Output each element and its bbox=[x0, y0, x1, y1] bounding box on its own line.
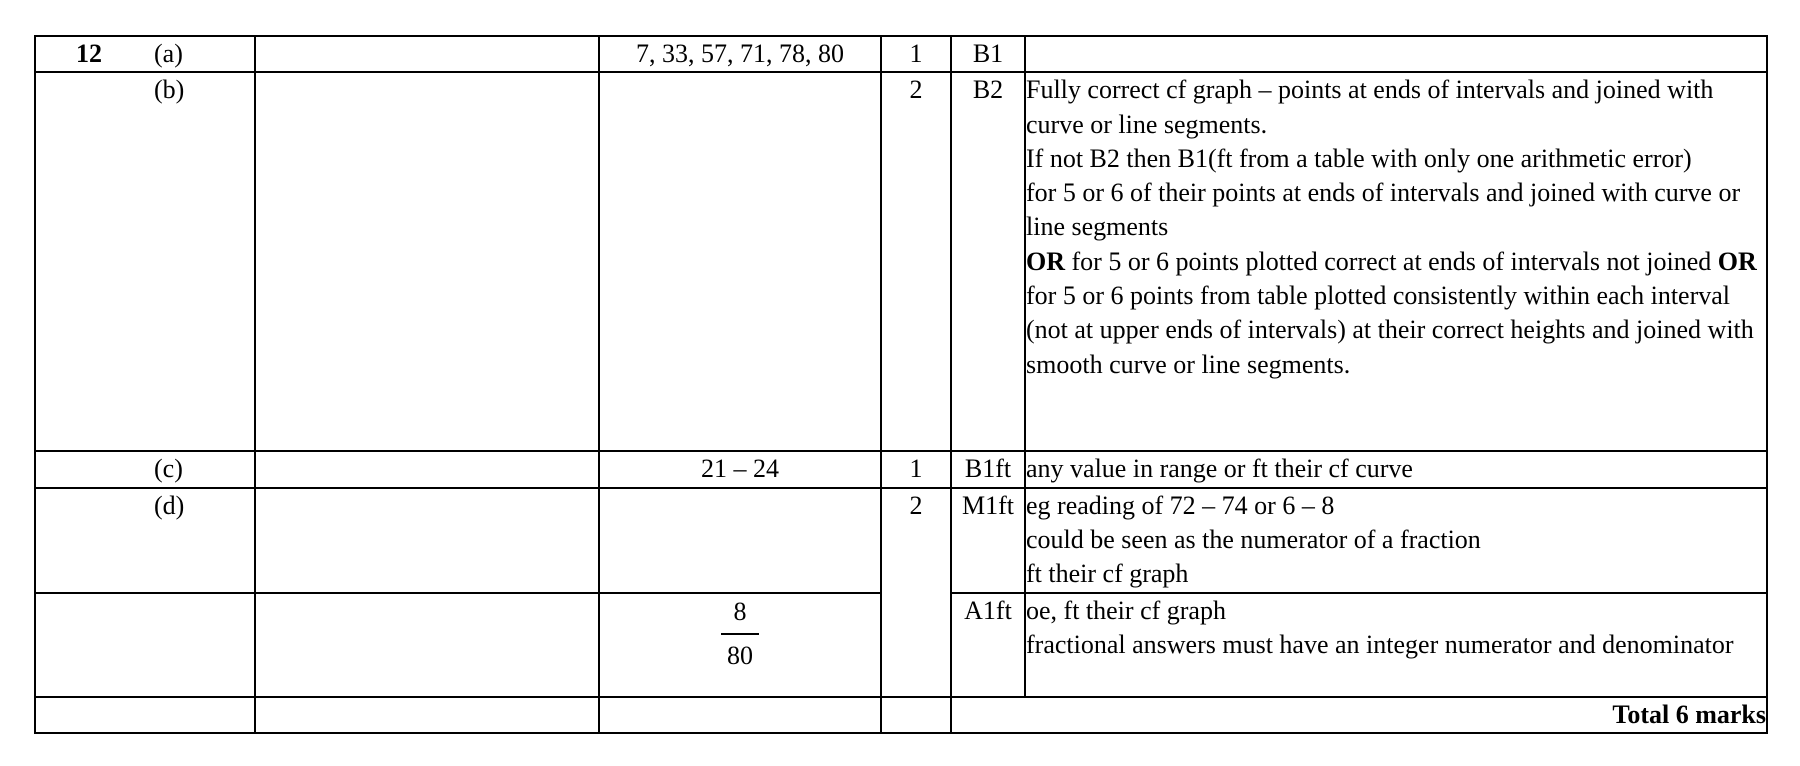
guidance-text: oe, ft their cf graph bbox=[1026, 595, 1226, 625]
table-row-part-d bbox=[35, 488, 1767, 593]
answer-cell: 7, 33, 57, 71, 78, 80 bbox=[599, 36, 881, 72]
total-marks: Total 6 marks bbox=[951, 697, 1767, 733]
question-cell bbox=[35, 488, 255, 593]
guidance-text: eg reading of 72 – 74 or 6 – 8 bbox=[1026, 490, 1335, 520]
answer-fraction bbox=[721, 594, 759, 674]
answer-cell: 21 – 24 bbox=[599, 451, 881, 487]
or-keyword: OR bbox=[1026, 246, 1065, 276]
table-row-total bbox=[35, 697, 1767, 733]
guidance-text: for 5 or 6 of their points at ends of intervals and joined with curve or line segments bbox=[1026, 178, 1741, 242]
mark-cell: 1 bbox=[881, 451, 951, 487]
guidance-text bbox=[1026, 245, 1766, 382]
question-cell bbox=[35, 593, 255, 697]
part-label: (c) bbox=[154, 454, 183, 484]
answer-cell bbox=[599, 697, 881, 733]
fraction-numerator: 8 bbox=[721, 594, 759, 635]
working-cell bbox=[255, 593, 599, 697]
question-cell bbox=[35, 697, 255, 733]
mark-code-cell: M1ft bbox=[951, 488, 1025, 593]
mark-cell: 2 bbox=[881, 488, 951, 697]
guidance-cell bbox=[1025, 593, 1767, 697]
working-cell bbox=[255, 488, 599, 593]
guidance-text: for 5 or 6 points from table plotted consistently within each interval (not at upper ends of intervals) at their correct heights and joined with smooth curve or line segments. bbox=[1026, 281, 1754, 379]
guidance-cell bbox=[1025, 72, 1767, 451]
guidance-text: If not B2 then B1(ft from a table with only one arithmetic error) bbox=[1026, 143, 1692, 173]
working-cell bbox=[255, 451, 599, 487]
guidance-text: for 5 or 6 points plotted correct at ends of intervals not joined bbox=[1065, 246, 1718, 276]
guidance-cell bbox=[1025, 451, 1767, 487]
part-label: (d) bbox=[154, 490, 185, 520]
part-label: (a) bbox=[154, 39, 183, 68]
working-cell bbox=[255, 697, 599, 733]
part-label: (b) bbox=[154, 75, 185, 105]
guidance-cell bbox=[1025, 488, 1767, 593]
answer-cell bbox=[599, 488, 881, 593]
guidance-text: ft their cf graph bbox=[1026, 559, 1189, 589]
guidance-cell bbox=[1025, 36, 1767, 72]
mark-code-cell: A1ft bbox=[951, 593, 1025, 697]
guidance-text: any value in range or ft their cf curve bbox=[1026, 454, 1413, 484]
working-cell bbox=[255, 72, 599, 451]
guidance-text: Fully correct cf graph – points at ends of intervals and joined with curve or line segments. bbox=[1026, 75, 1714, 139]
mark-code-cell: B2 bbox=[951, 72, 1025, 451]
table-row-part-b bbox=[35, 72, 1767, 451]
question-cell bbox=[35, 451, 255, 487]
answer-cell bbox=[599, 72, 881, 451]
table-row-part-c bbox=[35, 451, 1767, 487]
mark-cell: 1 bbox=[881, 36, 951, 72]
working-cell bbox=[255, 36, 599, 72]
or-keyword: OR bbox=[1717, 246, 1757, 276]
guidance-text: fractional answers must have an integer numerator and denominator bbox=[1026, 629, 1734, 659]
question-cell bbox=[35, 36, 255, 72]
question-cell bbox=[35, 72, 255, 451]
mark-cell: 2 bbox=[881, 72, 951, 451]
question-number: 12 bbox=[76, 39, 102, 68]
mark-cell bbox=[881, 697, 951, 733]
mark-code-cell: B1 bbox=[951, 36, 1025, 72]
table-row-part-a bbox=[35, 36, 1767, 72]
answer-cell bbox=[599, 593, 881, 697]
mark-code-cell: B1ft bbox=[951, 451, 1025, 487]
fraction-denominator: 80 bbox=[727, 640, 753, 670]
mark-scheme-table bbox=[34, 35, 1768, 734]
guidance-text: could be seen as the numerator of a fraction bbox=[1026, 524, 1481, 554]
